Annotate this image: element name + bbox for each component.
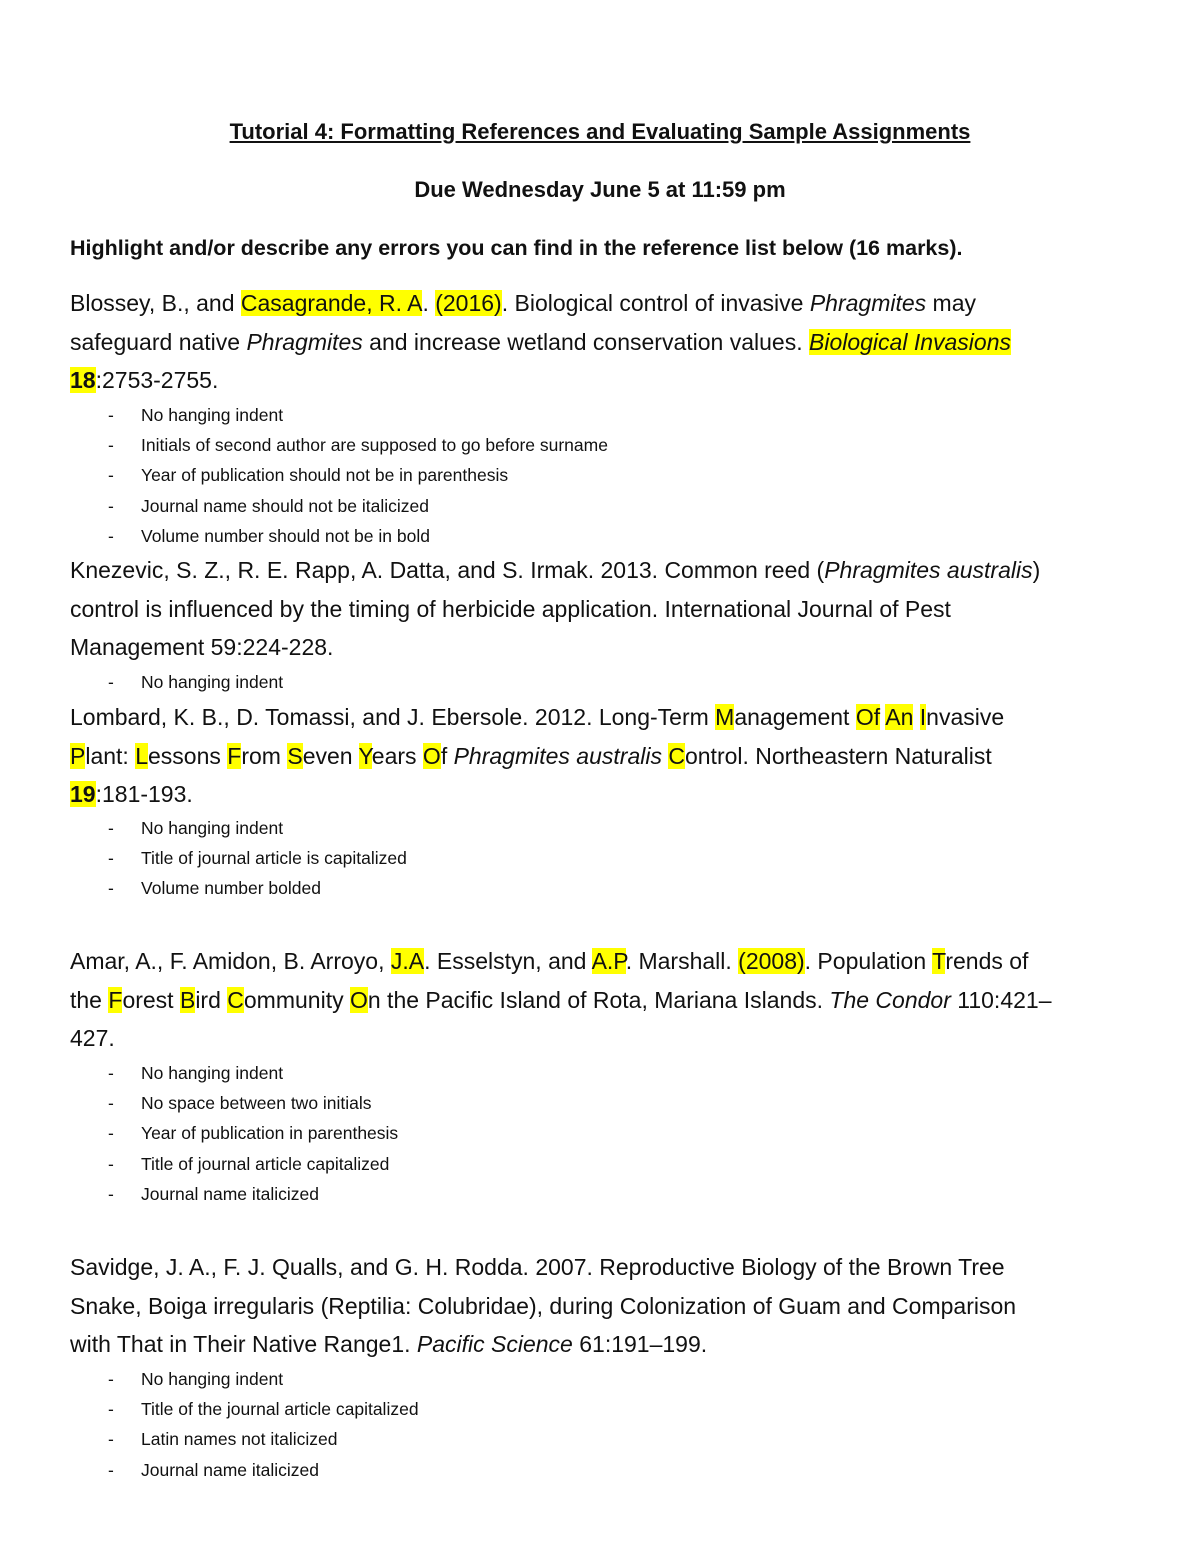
reference-line <box>70 1019 1150 1058</box>
highlighted-text: A.P <box>591 948 626 974</box>
reference-line <box>70 551 1150 590</box>
note-item: - Volume number bolded <box>108 873 407 903</box>
note-item: - Year of publication should not be in parenthesis <box>108 460 608 490</box>
reference-line <box>70 981 1150 1020</box>
reference-text: Phragmites australis <box>824 557 1033 583</box>
reference-text: Phragmites australis <box>453 742 662 769</box>
reference-text: safeguard native <box>70 328 247 355</box>
reference-text <box>913 704 919 730</box>
reference-text: 110:421– <box>950 986 1052 1013</box>
reference-text: essons <box>148 742 228 769</box>
reference-3 <box>70 698 1150 814</box>
highlighted-text: C <box>668 742 685 769</box>
reference-line <box>70 323 1150 362</box>
reference-text: ears <box>371 742 423 769</box>
reference-text: ontrol. Northeastern Naturalist <box>684 742 992 769</box>
note-item: - Volume number should not be in bold <box>108 521 608 551</box>
highlighted-text: O <box>349 986 368 1013</box>
reference-line <box>70 737 1150 776</box>
reference-text: ) <box>1032 557 1041 583</box>
highlighted-text: Of <box>855 704 881 730</box>
reference-text: Savidge, J. A., F. J. Qualls, and G. H. Rodda. 2007. Reproductive Biology of the Brown Tree <box>70 1254 1005 1280</box>
due-date: Due Wednesday June 5 at 11:59 pm <box>414 177 786 202</box>
reference-text: 427. <box>70 1025 115 1051</box>
reference-text: Phragmites <box>809 290 927 316</box>
note-item: - Initials of second author are supposed to go before surname <box>108 430 608 460</box>
reference-text: n the Pacific Island of Rota, Mariana Islands. <box>367 986 830 1013</box>
reference-line <box>70 698 1150 737</box>
reference-text: . Esselstyn, and <box>424 948 592 974</box>
reference-line <box>70 590 1150 629</box>
reference-text: rends of <box>945 948 1029 974</box>
reference-text: . Population <box>804 948 933 974</box>
note-item: - Latin names not italicized <box>108 1424 419 1454</box>
reference-line <box>70 1325 1150 1364</box>
reference-text: orest <box>122 986 180 1013</box>
reference-text: Management 59:224-228. <box>70 634 334 660</box>
highlighted-text: 19 <box>70 781 96 807</box>
reference-text: Pacific Science <box>416 1331 573 1357</box>
reference-line <box>70 284 1150 323</box>
note-item: - Journal name italicized <box>108 1179 398 1209</box>
reference-text: :2753-2755. <box>95 367 219 393</box>
reference-text: rom <box>241 742 288 769</box>
highlighted-text: (2016) <box>435 290 502 316</box>
reference-text: Knezevic, S. Z., R. E. Rapp, A. Datta, and S. Irmak. 2013. Common reed ( <box>70 557 825 583</box>
reference-text: the <box>70 986 109 1013</box>
highlighted-text: C <box>227 986 244 1013</box>
reference-4 <box>70 942 1150 1058</box>
reference-line <box>70 1248 1150 1287</box>
note-item: - No hanging indent <box>108 813 407 843</box>
note-item: - No hanging indent <box>108 400 608 430</box>
highlighted-text: (2008) <box>738 948 805 974</box>
reference-text: The Condor <box>829 986 951 1013</box>
reference-line <box>70 775 1150 814</box>
reference-1 <box>70 284 1150 400</box>
note-item: - Journal name should not be italicized <box>108 491 608 521</box>
reference-text: 61:191–199. <box>572 1331 708 1357</box>
reference-5-notes <box>108 1364 419 1485</box>
note-item: - Title of the journal article capitalized <box>108 1394 419 1424</box>
reference-text: control is influenced by the timing of herbicide application. International Journal of Pest <box>70 595 951 622</box>
highlighted-text: F <box>227 742 242 769</box>
page-title: Tutorial 4: Formatting References and Evaluating Sample Assignments <box>229 119 971 144</box>
note-item: - No hanging indent <box>108 1058 398 1088</box>
note-item: - Title of journal article capitalized <box>108 1149 398 1179</box>
reference-line <box>70 942 1150 981</box>
highlighted-text: F <box>108 986 123 1013</box>
reference-line <box>70 361 1150 400</box>
highlighted-text: J.A <box>390 948 425 974</box>
note-item: - Year of publication in parenthesis <box>108 1118 398 1148</box>
highlighted-text: 18 <box>70 367 96 393</box>
reference-text: with That in Their Native Range1. <box>70 1331 417 1357</box>
reference-text: even <box>302 742 359 769</box>
highlighted-text: Casagrande, R. A <box>240 290 423 316</box>
reference-text: Snake, Boiga irregularis (Reptilia: Colubridae), during Colonization of Guam and Comparison <box>70 1292 1017 1319</box>
reference-text: . Marshall. <box>625 948 739 974</box>
reference-line <box>70 1287 1150 1326</box>
reference-text: and increase wetland conservation values. <box>362 328 809 355</box>
highlighted-text: Y <box>358 742 372 769</box>
highlighted-text: P <box>70 742 86 769</box>
reference-text: . <box>422 290 436 316</box>
reference-text: nvasive <box>926 704 1005 730</box>
highlighted-text: S <box>287 742 303 769</box>
reference-line <box>70 628 1150 667</box>
reference-text: ommunity <box>243 986 350 1013</box>
reference-text: :181-193. <box>95 781 193 807</box>
highlighted-text: I <box>919 704 927 730</box>
highlighted-text: Biological Invasions <box>809 328 1012 355</box>
reference-5 <box>70 1248 1150 1364</box>
highlighted-text: O <box>422 742 441 769</box>
reference-text: lant: <box>85 742 136 769</box>
highlighted-text: M <box>715 704 735 730</box>
reference-text: ird <box>195 986 228 1013</box>
reference-3-notes <box>108 813 407 904</box>
highlighted-text: L <box>135 742 149 769</box>
reference-1-notes <box>108 400 608 551</box>
note-item: - Title of journal article is capitalized <box>108 843 407 873</box>
reference-text: Blossey, B., and <box>70 290 241 316</box>
reference-text: Lombard, K. B., D. Tomassi, and J. Ebersole. 2012. Long-Term <box>70 704 716 730</box>
reference-text: f <box>440 742 454 769</box>
reference-4-notes <box>108 1058 398 1209</box>
reference-2-notes <box>108 667 283 697</box>
reference-2 <box>70 551 1150 667</box>
note-item: - No hanging indent <box>108 1364 419 1394</box>
highlighted-text: B <box>179 986 196 1013</box>
note-item: - Journal name italicized <box>108 1455 419 1485</box>
reference-text: Phragmites <box>246 328 363 355</box>
reference-text: . Biological control of invasive <box>501 290 810 316</box>
reference-text: Amar, A., F. Amidon, B. Arroyo, <box>70 948 391 974</box>
reference-text: anagement <box>734 704 856 730</box>
note-item: - No space between two initials <box>108 1088 398 1118</box>
highlighted-text: An <box>885 704 914 730</box>
note-item: - No hanging indent <box>108 667 283 697</box>
reference-text: may <box>926 290 976 316</box>
highlighted-text: T <box>932 948 946 974</box>
instructions: Highlight and/or describe any errors you can find in the reference list below (16 marks). <box>70 236 963 260</box>
